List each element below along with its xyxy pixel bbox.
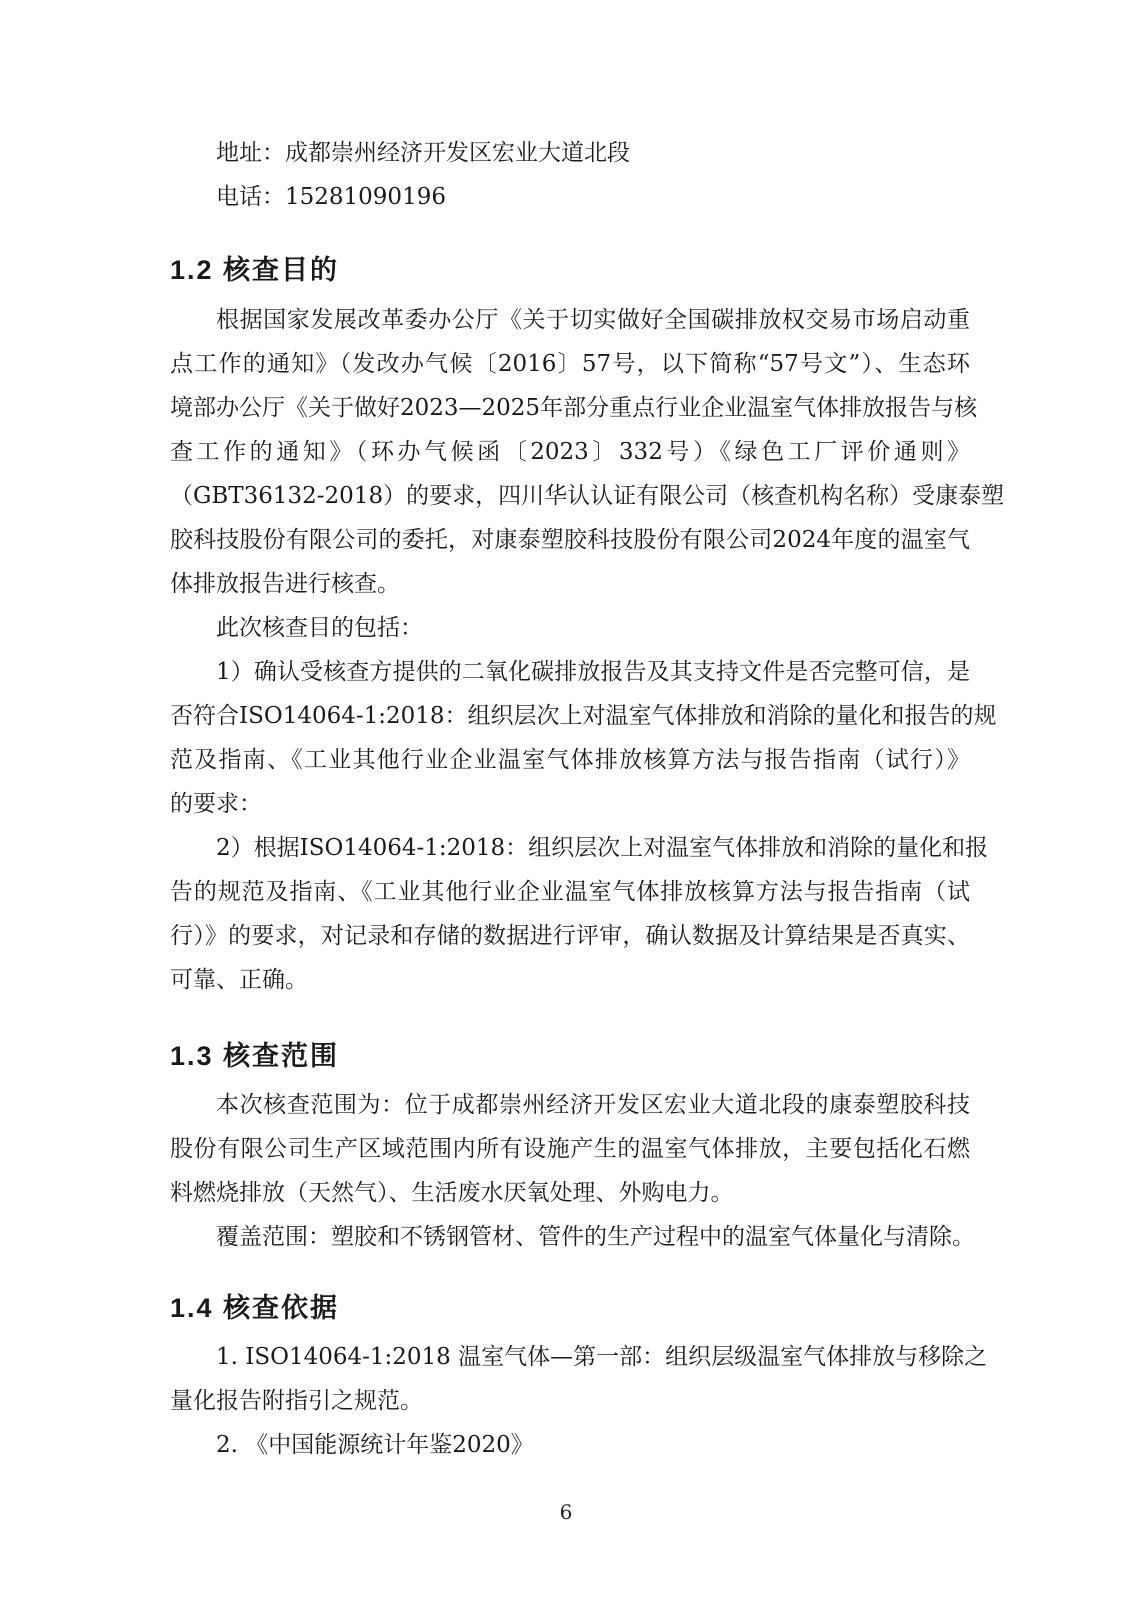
text-line: 2）根据ISO14064-1:2018：组织层次上对温室气体排放和消除的量化和报 xyxy=(216,835,989,861)
text-line: 可靠、正确。 xyxy=(170,967,308,993)
text-line: 查工作的通知》（环办气候函〔2023〕332号）《绿色工厂评价通则》 xyxy=(170,439,970,465)
section-1-2-heading: 1.2 核查目的 xyxy=(170,255,340,285)
address-line: 地址：成都崇州经济开发区宏业大道北段 xyxy=(216,140,630,166)
text-line: 范及指南、《工业其他行业企业温室气体排放核算方法与报告指南（试行）》 xyxy=(170,747,970,773)
section-1-3-heading: 1.3 核查范围 xyxy=(170,1041,340,1071)
text-line: 点工作的通知》（发改办气候〔2016〕57号，以下简称“57号文”）、生态环 xyxy=(170,351,970,377)
text-line: 体排放报告进行核查。 xyxy=(170,571,400,597)
text-line: 本次核查范围为：位于成都崇州经济开发区宏业大道北段的康泰塑胶科技 xyxy=(216,1092,970,1118)
text-line: 料燃烧排放（天然气）、生活废水厌氧处理、外购电力。 xyxy=(170,1180,734,1206)
text-line: 量化报告附指引之规范。 xyxy=(170,1388,423,1414)
text-line: 此次核查目的包括： xyxy=(216,615,423,641)
text-line: 胶科技股份有限公司的委托，对康泰塑胶科技股份有限公司2024年度的温室气 xyxy=(170,527,970,553)
text-line: （GBT36132-2018）的要求，四川华认认证有限公司（核查机构名称）受康泰塑 xyxy=(170,483,1005,509)
phone-line: 电话：15281090196 xyxy=(216,184,446,210)
section-1-4-heading: 1.4 核查依据 xyxy=(170,1293,340,1323)
text-line: 的要求： xyxy=(170,791,262,817)
text-line: 否符合ISO14064-1:2018：组织层次上对温室气体排放和消除的量化和报告的规 xyxy=(170,703,997,729)
page-number: 6 xyxy=(559,1500,573,1524)
text-line: 2. 《中国能源统计年鉴2020》 xyxy=(216,1432,534,1458)
text-line: 股份有限公司生产区域范围内所有设施产生的温室气体排放，主要包括化石燃 xyxy=(170,1136,970,1162)
text-line: 告的规范及指南、《工业其他行业企业温室气体排放核算方法与报告指南（试 xyxy=(170,879,970,905)
text-line: 根据国家发展改革委办公厅《关于切实做好全国碳排放权交易市场启动重 xyxy=(216,307,970,333)
text-line: 覆盖范围：塑胶和不锈钢管材、管件的生产过程中的温室气体量化与清除。 xyxy=(216,1224,975,1250)
text-line: 行）》的要求，对记录和存储的数据进行评审，确认数据及计算结果是否真实、 xyxy=(170,923,970,949)
text-line: 境部办公厅《关于做好2023—2025年部分重点行业企业温室气体排放报告与核 xyxy=(170,395,978,421)
text-line: 1）确认受核查方提供的二氧化碳排放报告及其支持文件是否完整可信，是 xyxy=(216,659,970,685)
page-content xyxy=(170,0,1005,1467)
text-line: 1. ISO14064-1:2018 温室气体—第一部：组织层级温室气体排放与移除之 xyxy=(216,1344,988,1370)
